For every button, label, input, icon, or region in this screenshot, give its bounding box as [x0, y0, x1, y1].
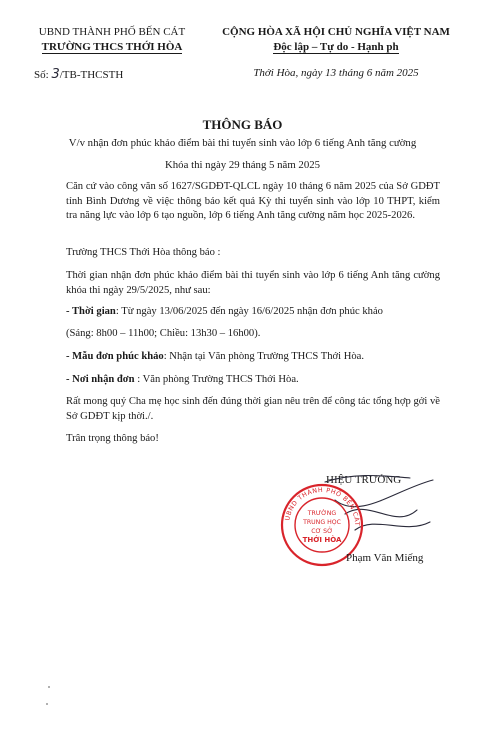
- announcement-intro: Trường THCS Thới Hòa thông báo :: [66, 247, 221, 258]
- national-title-text: CỘNG HÒA XÃ HỘI CHỦ NGHĨA VIỆT NAM: [222, 26, 450, 38]
- scan-speck: [46, 703, 48, 705]
- form-item: [66, 350, 364, 365]
- place-label: - Nơi nhận đơn: [66, 374, 135, 385]
- time-text: : Từ ngày 13/06/2025 đến ngày 16/6/2025 nhận đơn phúc khảo: [115, 306, 383, 317]
- time-intro-paragraph: Thời gian nhận đơn phúc khảo điểm bài thi tuyển sinh vào lớp 6 tiếng Anh tăng cường khóa thi ngày 29/5/2025, như sau:: [66, 270, 440, 296]
- seal-outer-text: UBND THÀNH PHỐ BẾN CÁT: [284, 486, 361, 527]
- school-name-text: TRƯỜNG THCS THỚI HÒA: [41, 41, 183, 53]
- seal-line-4: THỚI HÒA: [302, 536, 342, 544]
- number-prefix: Số:: [34, 69, 52, 81]
- closing-line: Trân trọng thông báo!: [66, 433, 159, 444]
- form-label: - Mẫu đơn phúc khảo: [66, 351, 164, 362]
- number-suffix: /TB-THCSTH: [59, 69, 124, 81]
- national-motto: [205, 41, 467, 53]
- notice-subject: V/v nhận đơn phúc khảo điểm bài thi tuyển sinh vào lớp 6 tiếng Anh tăng cường: [68, 137, 417, 149]
- time-item: [66, 305, 383, 320]
- request-paragraph: Rất mong quý Cha mẹ học sinh đến đúng thời gian nêu trên để công tác tổng hợp gởi về Sở GDĐT kịp thời./.: [66, 396, 440, 422]
- legal-basis-paragraph: Căn cứ vào công văn số 1627/SGDĐT-QLCL ngày 10 tháng 6 năm 2025 của Sở GDĐT tỉnh Bình Dương về việc thông báo kết quả Kỳ thi tuyển sinh vào lớp 10 THPT, kiểm tra năng lực vào lớp 6 tạo nguồn, lớp 6 tiếng Anh tăng cường năm học 2025-2026.: [66, 181, 440, 221]
- working-hours: (Sáng: 8h00 – 11h00; Chiều: 13h30 – 16h00).: [66, 328, 261, 339]
- principal-title: HIỆU TRƯỞNG: [326, 474, 402, 486]
- place-item: [66, 373, 299, 388]
- issuing-authority: [30, 26, 194, 38]
- seal-line-1: TRƯỜNG: [307, 510, 337, 517]
- principal-name: Phạm Văn Miếng: [346, 552, 424, 564]
- exam-date-line: Khóa thi ngày 29 tháng 5 năm 2025: [164, 159, 321, 171]
- national-title: [205, 26, 467, 38]
- form-text: : Nhận tại Văn phòng Trường THCS Thới Hòa.: [163, 351, 365, 362]
- scan-speck: [48, 686, 50, 688]
- number-handwritten: 3: [51, 67, 60, 82]
- school-name: [30, 41, 194, 53]
- document-number: [34, 67, 123, 82]
- place-date: [205, 67, 467, 79]
- notice-title: THÔNG BÁO: [202, 117, 283, 132]
- seal-line-3: CƠ SỞ: [311, 528, 333, 535]
- time-label: - Thời gian: [66, 306, 116, 317]
- place-date-text: Thới Hòa, ngày 13 tháng 6 năm 2025: [253, 67, 419, 79]
- seal-line-2: TRUNG HỌC: [303, 519, 341, 526]
- national-motto-text: Độc lập – Tự do - Hạnh ph: [273, 41, 399, 53]
- authority-name: UBND THÀNH PHỐ BẾN CÁT: [38, 26, 186, 38]
- place-text: : Văn phòng Trường THCS Thới Hòa.: [134, 374, 299, 385]
